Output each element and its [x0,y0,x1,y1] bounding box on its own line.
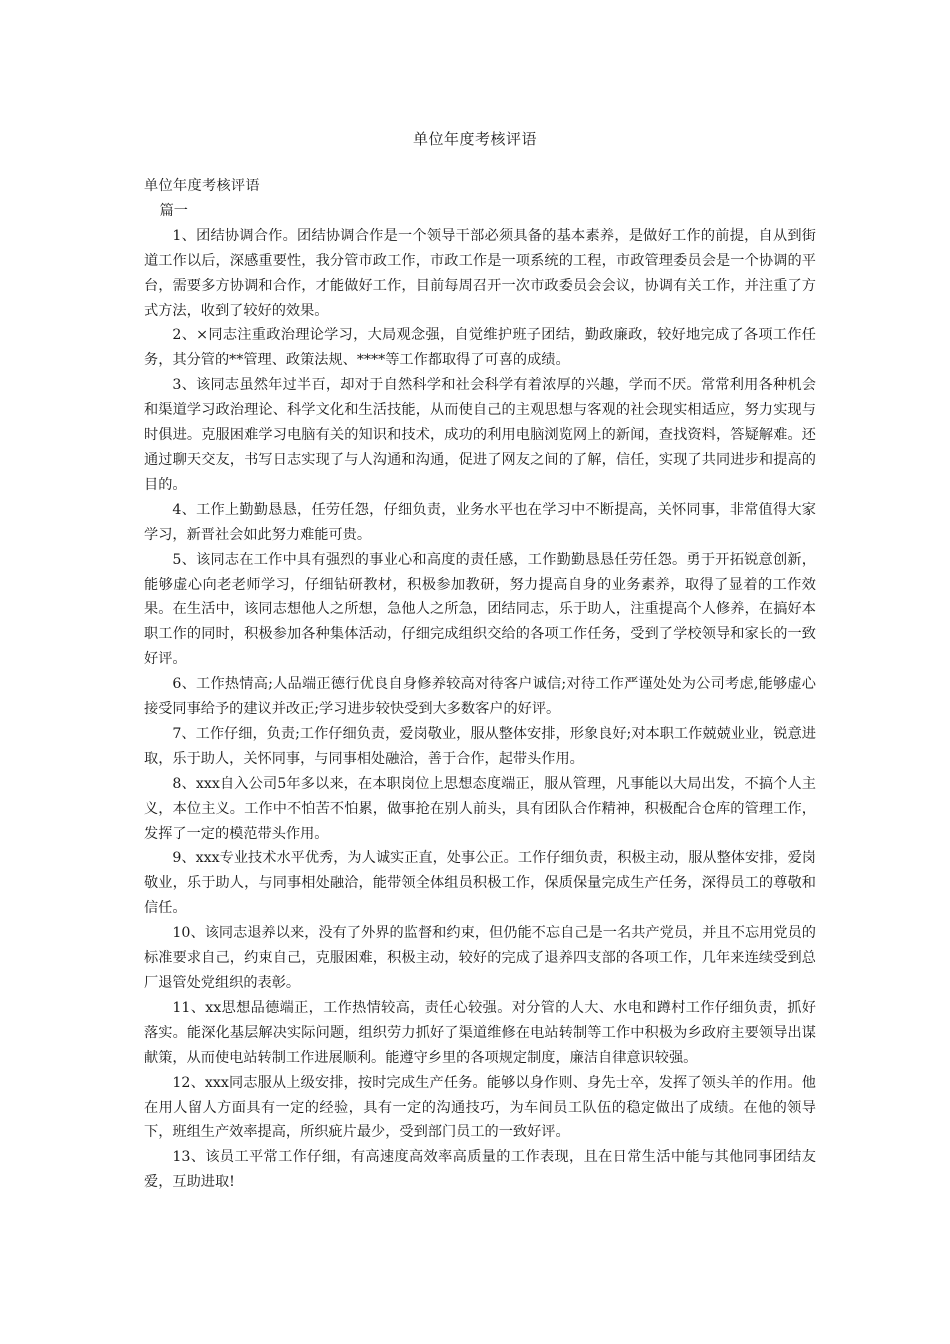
paragraph-12: 12、xxx同志服从上级安排，按时完成生产任务。能够以身作则、身先士卒，发挥了领头羊的作用。他在用人留人方面具有一定的经验，具有一定的沟通技巧，为车间员工队伍的稳定做出了成绩。在他的领导下，班组生产效率提高，所织疵片最少，受到部门员工的一致好评。 [144,1074,816,1141]
paragraph-9: 9、xxx专业技术水平优秀，为人诚实正直，处事公正。工作仔细负责，积极主动，服从整体安排，爱岗敬业，乐于助人，与同事相处融洽，能带领全体组员积极工作，保质保量完成生产任务，深得员工的尊敬和信任。 [144,850,816,917]
document-title: 单位年度考核评语 [412,130,537,148]
paragraph-10: 10、该同志退养以来，没有了外界的监督和约束，但仍能不忘自己是一名共产党员，并且不忘用党员的标准要求自己，约束自己，克服困难，积极主动，较好的完成了退养四支部的各项工作，几年来连续受到总厂退管处党组织的表彰。 [144,925,816,991]
paragraph-6: 6、工作热情高;人品端正德行优良自身修养较高对待客户诚信;对待工作严谨处处为公司考虑,能够虚心接受同事给予的建议并改正;学习进步较快受到大多数客户的好评。 [144,676,816,718]
paragraph-1: 1、团结协调合作。团结协调合作是一个领导干部必须具备的基本素养，是做好工作的前提，自从到街道工作以后，深感重要性，我分管市政工作，市政工作是一项系统的工程，市政管理委员会是一个协调的平台，需要多方协调和合作，才能做好工作，目前每周召开一次市政委员会会议，协调有关工作，并注重了方式方法，收到了较好的效果。 [144,227,816,319]
paragraph-13: 13、该员工平常工作仔细，有高速度高效率高质量的工作表现，且在日常生活中能与其他同事团结友爱，互助进取! [144,1149,816,1191]
document-subtitle: 单位年度考核评语 [144,178,260,194]
paragraph-7: 7、工作仔细，负责;工作仔细负责，爱岗敬业，服从整体安排，形象良好;对本职工作兢兢业业，锐意进取，乐于助人，关怀同事，与同事相处融洽，善于合作，起带头作用。 [144,725,816,767]
section-label: 篇一 [159,202,188,219]
paragraph-3: 3、该同志虽然年过半百，却对于自然科学和社会科学有着浓厚的兴趣，学而不厌。常常利用各种机会和渠道学习政治理论、科学文化和生活技能，从而使自己的主观思想与客观的社会现实相适应，努力实现与时俱进。克服困难学习电脑有关的知识和技术，成功的利用电脑浏览网上的新闻，查找资料，答疑解难。还通过聊天交友，书写日志实现了与人沟通和沟通，促进了网友之间的了解，信任，实现了共同进步和提高的目的。 [144,377,816,493]
paragraph-2: 2、×同志注重政治理论学习，大局观念强，自觉维护班子团结，勤政廉政，较好地完成了各项工作任务，其分管的**管理、政策法规、****等工作都取得了可喜的成绩。 [144,327,816,369]
paragraph-11: 11、xx思想品德端正，工作热情较高，责任心较强。对分管的人大、水电和蹲村工作仔细负责，抓好落实。能深化基层解决实际问题，组织劳力抓好了渠道维修在电站转制等工作中积极为乡政府主要领导出谋献策，从而使电站转制工作进展顺利。能遵守乡里的各项规定制度，廉洁自律意识较强。 [144,999,816,1066]
paragraph-5: 5、该同志在工作中具有强烈的事业心和高度的责任感，工作勤勤恳恳任劳任怨。勇于开拓锐意创新，能够虚心向老老师学习，仔细钻研教材，积极参加教研，努力提高自身的业务素养，取得了显着的工作效果。在生活中，该同志想他人之所想，急他人之所急，团结同志，乐于助人，注重提高个人修养，在搞好本职工作的同时，积极参加各种集体活动，仔细完成组织交给的各项工作任务，受到了学校领导和家长的一致好评。 [144,551,816,668]
paragraph-4: 4、工作上勤勤恳恳，任劳任怨，仔细负责，业务水平也在学习中不断提高，关怀同事，非常值得大家学习，新晋社会如此努力难能可贵。 [144,501,816,543]
paragraph-8: 8、xxx自入公司5年多以来，在本职岗位上思想态度端正，服从管理，凡事能以大局出发，不搞个人主义，本位主义。工作中不怕苦不怕累，做事抢在别人前头，具有团队合作精神，积极配合仓库的管理工作，发挥了一定的模范带头作用。 [144,775,816,842]
document-body [144,174,816,1195]
